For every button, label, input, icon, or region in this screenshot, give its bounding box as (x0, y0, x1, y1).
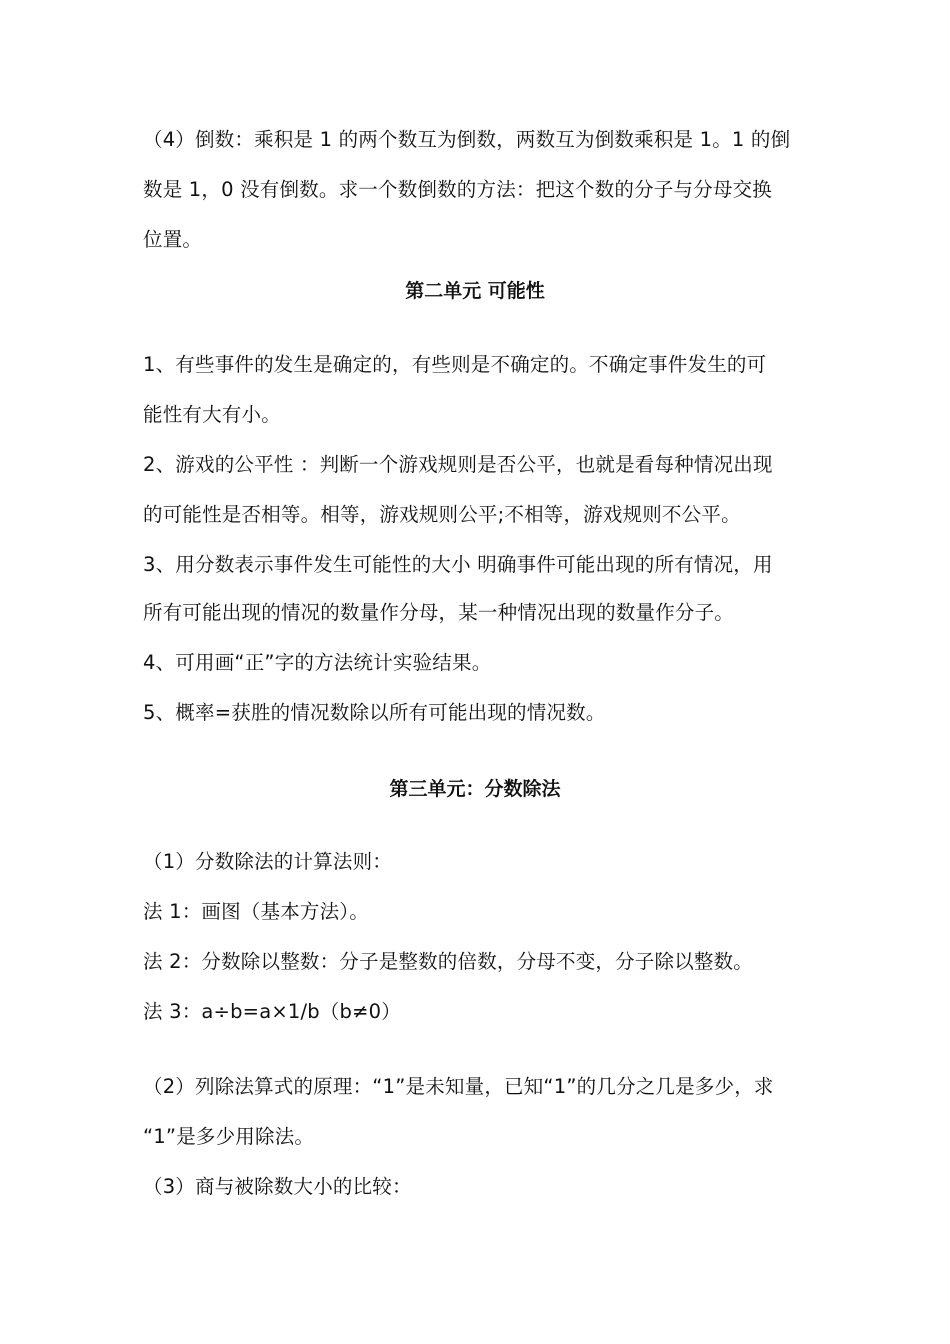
unit3-method-1: 法 1：画图（基本方法）。 (143, 900, 369, 923)
reciprocal-line-1: （4）倒数：乘积是 1 的两个数互为倒数，两数互为倒数乘积是 1。1 的倒 (143, 128, 791, 151)
unit2-line-5: 3、用分数表示事件发生可能性的大小 明确事件可能出现的所有情况，用 (143, 553, 773, 576)
unit2-heading: 第二单元 可能性 (405, 280, 545, 302)
unit3-method-3: 法 3：a÷b=a×1/b（b≠0） (143, 1000, 401, 1023)
unit2-line-2: 能性有大有小。 (143, 403, 281, 426)
unit3-principle-line-2: “1”是多少用除法。 (143, 1125, 315, 1148)
unit2-line-6: 所有可能出现的情况的数量作分母，某一种情况出现的数量作分子。 (143, 601, 735, 624)
unit3-method-2: 法 2：分数除以整数：分子是整数的倍数，分母不变，分子除以整数。 (143, 950, 754, 973)
unit2-line-8: 5、概率=获胜的情况数除以所有可能出现的情况数。 (143, 701, 606, 724)
unit3-principle-line-1: （2）列除法算式的原理：“1”是未知量，已知“1”的几分之几是多少，求 (143, 1075, 774, 1098)
unit3-compare-title: （3）商与被除数大小的比较： (143, 1175, 412, 1198)
unit2-line-7: 4、可用画“正”字的方法统计实验结果。 (143, 651, 492, 674)
unit3-rule-title: （1）分数除法的计算法则： (143, 850, 393, 873)
unit3-heading: 第三单元：分数除法 (389, 778, 561, 800)
unit2-line-4: 的可能性是否相等。相等，游戏规则公平;不相等，游戏规则不公平。 (143, 503, 741, 526)
reciprocal-line-3: 位置。 (143, 228, 203, 251)
unit2-line-1: 1、有些事件的发生是确定的，有些则是不确定的。不确定事件发生的可 (143, 353, 767, 376)
unit2-line-3: 2、游戏的公平性 ：判断一个游戏规则是否公平，也就是看每种情况出现 (143, 453, 773, 476)
reciprocal-line-2: 数是 1，0 没有倒数。求一个数倒数的方法：把这个数的分子与分母交换 (143, 178, 773, 201)
